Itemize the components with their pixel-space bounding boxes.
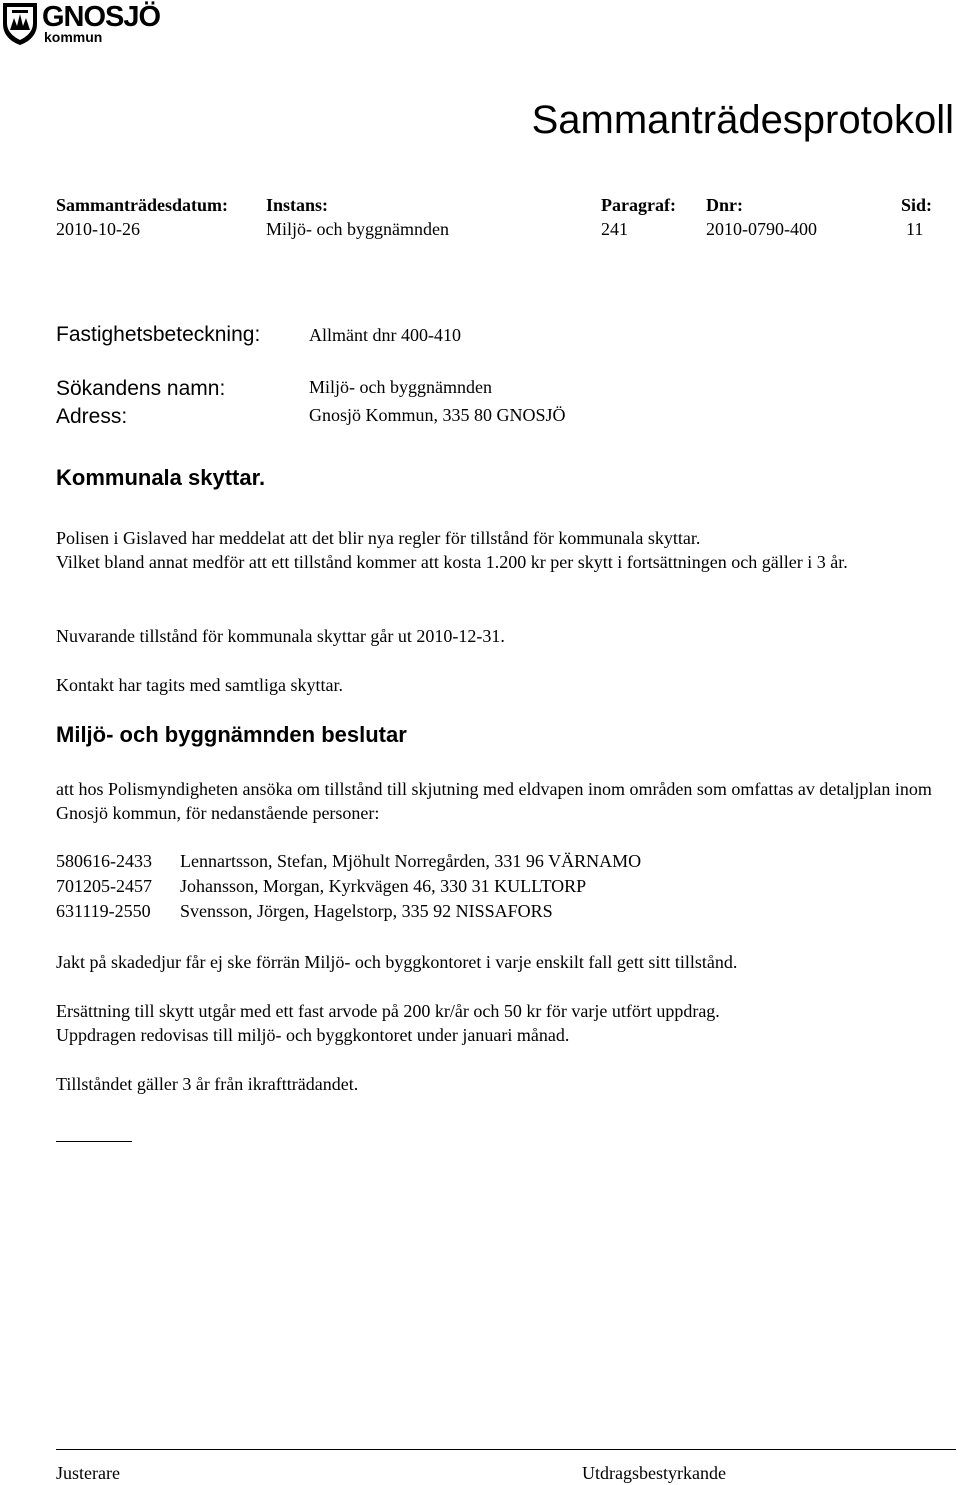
list-item [56, 874, 586, 899]
person-id: 631119-2550 [56, 901, 151, 921]
instance-value: Miljö- och byggnämnden [266, 219, 449, 239]
person-details: Lennartsson, Stefan, Mjöhult Norregården, 331 96 VÄRNAMO [180, 851, 642, 871]
logo-text: GNOSJÖ [42, 1, 161, 33]
compensation-line-1: Ersättning till skytt utgår med ett fast arvode på 200 kr/år och 50 kr för varje utfört uppdrag. [56, 1001, 720, 1021]
footer-right: Utdragsbestyrkande [582, 1463, 726, 1483]
intro-line-4: Kontakt har tagits med samtliga skyttar. [56, 675, 343, 695]
intro-line-2: Vilket bland annat medför att ett tillstånd kommer att kosta 1.200 kr per skytt i fortsättningen och gäller i 3 år. [56, 552, 848, 572]
date-value: 2010-10-26 [56, 219, 140, 239]
crest-icon [0, 0, 40, 46]
applicant-address-value: Gnosjö Kommun, 335 80 GNOSJÖ [309, 405, 566, 425]
list-item [56, 849, 641, 874]
decision-heading: Miljö- och byggnämnden beslutar [56, 722, 407, 747]
property-value: Allmänt dnr 400-410 [309, 325, 461, 345]
compensation-paragraph [56, 999, 936, 1047]
document-title: Sammanträdesprotokoll [531, 98, 954, 142]
date-label: Sammanträdesdatum: [56, 195, 229, 215]
dnr-label: Dnr: [706, 195, 743, 215]
instance-label: Instans: [266, 195, 329, 215]
intro-line-1: Polisen i Gislaved har meddelat att det blir nya regler för tillstånd för kommunala skyttar. [56, 528, 701, 548]
person-details: Johansson, Morgan, Kyrkvägen 46, 330 31 KULLTORP [180, 876, 587, 896]
applicant-name-label: Sökandens namn: [56, 377, 226, 400]
person-id: 580616-2433 [56, 851, 152, 871]
intro-paragraph [56, 526, 936, 574]
compensation-line-2: Uppdragen redovisas till miljö- och byggkontoret under januari månad. [56, 1025, 570, 1045]
person-id: 701205-2457 [56, 876, 152, 896]
footer-rule [56, 1449, 956, 1450]
logo-subtext: kommun [44, 29, 103, 45]
applicant-name-value: Miljö- och byggnämnden [309, 377, 492, 397]
decision-text: att hos Polismyndigheten ansöka om tillstånd till skjutning med eldvapen inom områden som omfattas av detaljplan inom Gnosjö kommun, för nedanstående personer: [56, 779, 932, 823]
page-label: Sid: [900, 195, 932, 215]
property-label: Fastighetsbeteckning: [56, 323, 261, 346]
hunting-paragraph: Jakt på skadedjur får ej ske förrän Miljö- och byggkontoret i varje enskilt fall gett sitt tillstånd. [56, 952, 738, 972]
validity-paragraph: Tillståndet gäller 3 år från ikraftträdandet. [56, 1074, 359, 1094]
page-value: 11 [906, 219, 924, 239]
applicant-address-label: Adress: [56, 405, 128, 428]
separator-line [56, 1141, 132, 1142]
intro-line-3: Nuvarande tillstånd för kommunala skyttar går ut 2010-12-31. [56, 626, 505, 646]
paragraph-value: 241 [601, 219, 628, 239]
footer-left: Justerare [56, 1463, 120, 1483]
section-title: Kommunala skyttar. [56, 465, 266, 490]
dnr-value: 2010-0790-400 [706, 219, 817, 239]
person-details: Svensson, Jörgen, Hagelstorp, 335 92 NISSAFORS [180, 901, 553, 921]
paragraph-label: Paragraf: [601, 195, 676, 215]
municipality-logo [0, 0, 175, 46]
list-item [56, 899, 553, 924]
